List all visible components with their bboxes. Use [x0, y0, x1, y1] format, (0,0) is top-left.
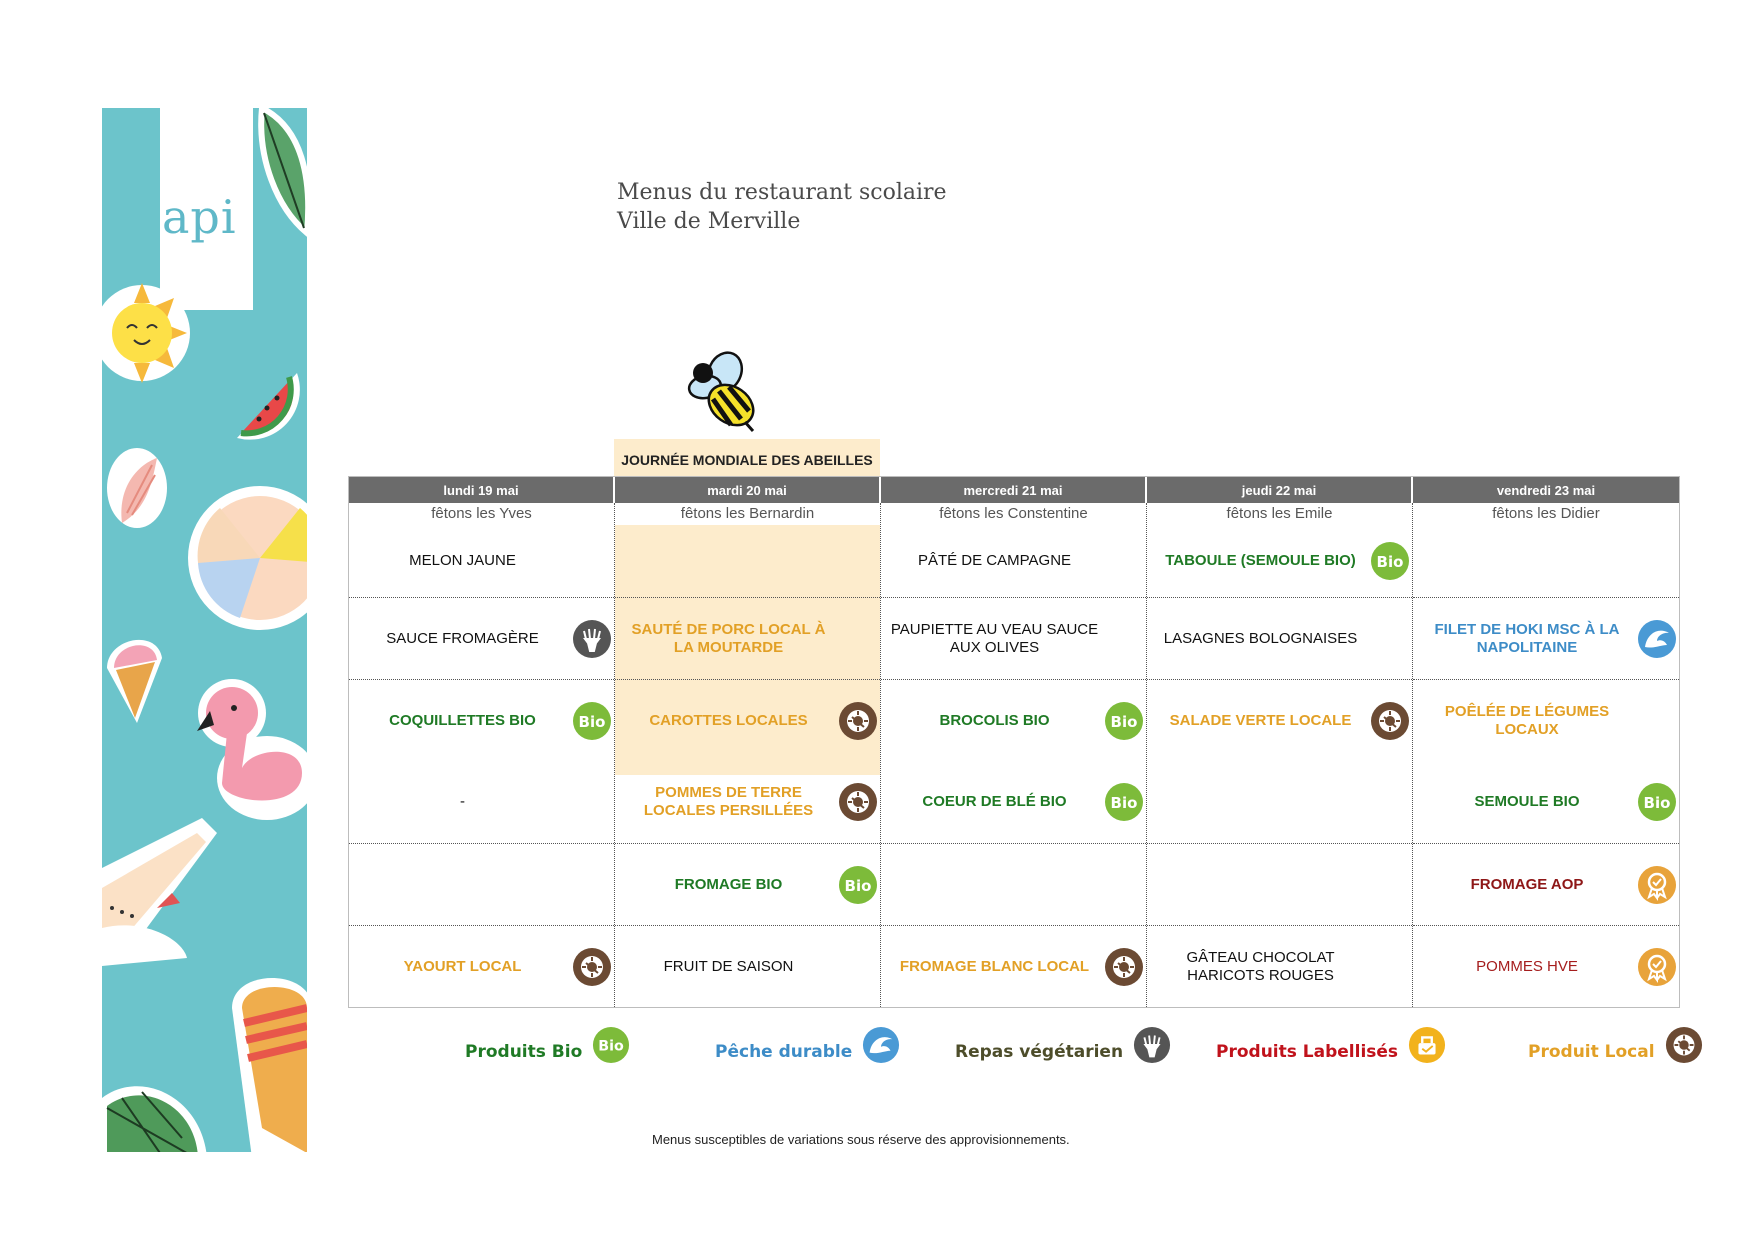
legend-labelled: [1216, 1030, 1446, 1074]
menu-item: TABOULE (SEMOULE BIO): [1165, 552, 1356, 569]
title-line-2: Ville de Merville: [617, 209, 801, 234]
menu-cell: [1147, 597, 1412, 679]
ice-cream-icon: [102, 618, 167, 728]
menu-cell: [349, 597, 614, 679]
day-column: [349, 503, 615, 1007]
menu-item: FROMAGE BIO: [674, 875, 783, 893]
local-product-icon: [838, 701, 878, 741]
menu-cell: [349, 679, 614, 761]
title-line-1: Menus du restaurant scolaire: [617, 180, 947, 205]
day-header: jeudi 22 mai: [1147, 477, 1413, 503]
svg-text:Bio: Bio: [1110, 712, 1138, 731]
saint-of-day: fêtons les Bernardin: [680, 505, 815, 522]
bio-icon: [572, 701, 612, 741]
menu-item: POÊLÉE DE LÉGUMES LOCAUX: [1444, 702, 1610, 738]
day-header: mardi 20 mai: [615, 477, 881, 503]
vegetarian-icon: [572, 619, 612, 659]
menu-cell: [881, 843, 1146, 925]
menu-cell: [349, 525, 614, 597]
svg-text:Bio: Bio: [1110, 794, 1138, 812]
menu-cell: [1413, 925, 1679, 1007]
menu-item: POMMES DE TERRE LOCALES PERSILLÉES: [643, 784, 814, 819]
menu-cell: [615, 761, 880, 843]
menu-cell: [1413, 761, 1679, 843]
menu-item: COQUILLETTES BIO: [389, 711, 536, 729]
vegetarian-icon: [1133, 1026, 1171, 1064]
label-rosette-icon: [1637, 947, 1677, 987]
menu-item: PAUPIETTE AU VEAU SAUCE AUX OLIVES: [890, 620, 1099, 656]
menu-cell: [1147, 843, 1412, 925]
local-product-icon: [1370, 701, 1410, 741]
palm-leaf-icon: [102, 1068, 212, 1152]
saint-of-day: fêtons les Yves: [431, 505, 532, 522]
labelled-product-icon: [1408, 1026, 1446, 1064]
menu-item: MELON JAUNE: [409, 552, 516, 569]
leaf-icon: [252, 108, 307, 238]
bio-icon: [1370, 541, 1410, 581]
menu-cell: [349, 843, 614, 925]
menu-cell: [1413, 843, 1679, 925]
day-column: [881, 503, 1147, 1007]
menu-cell: [881, 761, 1146, 843]
menu-cell: [615, 679, 880, 761]
svg-text:Bio: Bio: [1643, 794, 1671, 812]
legend-label: Produits Bio: [465, 1042, 583, 1062]
menu-cell: [349, 761, 614, 843]
day-header-row: [349, 477, 1679, 503]
day-header: vendredi 23 mai: [1496, 482, 1596, 498]
popsicle-icon: [212, 968, 307, 1152]
menu-item: FROMAGE AOP: [1470, 875, 1584, 893]
bio-icon: [1637, 782, 1677, 822]
bio-icon: [838, 865, 878, 905]
menu-cell: [1147, 761, 1412, 843]
legend-label: Pêche durable: [715, 1042, 853, 1062]
bee-icon: [683, 347, 773, 437]
local-product-icon: [1104, 947, 1144, 987]
menu-body: [349, 503, 1679, 1007]
legend-label: Repas végétarien: [955, 1042, 1124, 1062]
beach-ball-icon: [180, 483, 307, 633]
sustainable-fishing-icon: [862, 1026, 900, 1064]
menu-cell: [615, 925, 880, 1007]
legend-label: Produit Local: [1528, 1042, 1655, 1062]
svg-text:Bio: Bio: [1376, 553, 1404, 571]
menu-item: GÂTEAU CHOCOLAT HARICOTS ROUGES: [1186, 948, 1335, 984]
day-header: mercredi 21 mai: [881, 477, 1147, 503]
menu-item: SAUTÉ DE PORC LOCAL À LA MOUTARDE: [631, 620, 826, 656]
menu-cell: [1147, 525, 1412, 597]
menu-cell: [881, 679, 1146, 761]
menu-item: SAUCE FROMAGÈRE: [386, 629, 539, 647]
local-product-icon: [1665, 1026, 1703, 1064]
menu-item: YAOURT LOCAL: [403, 957, 522, 975]
seashell-icon: [102, 443, 172, 533]
legend-bio: [465, 1030, 630, 1074]
menu-cell: [1147, 925, 1412, 1007]
menu-cell: [349, 925, 614, 1007]
saint-of-day: fêtons les Constentine: [939, 505, 1088, 522]
watermelon-icon: [227, 353, 307, 443]
svg-text:Bio: Bio: [578, 712, 606, 731]
menu-cell: [881, 597, 1146, 679]
day-header: lundi 19 mai: [349, 477, 615, 503]
bio-icon: [1104, 701, 1144, 741]
airplane-icon: [102, 808, 222, 968]
day-column: [615, 503, 881, 1007]
svg-text:Bio: Bio: [844, 876, 872, 895]
menu-item: FROMAGE BLANC LOCAL: [899, 957, 1090, 975]
page-title: [617, 178, 947, 236]
menu-cell: [615, 597, 880, 679]
bio-icon: [1104, 782, 1144, 822]
event-banner: JOURNÉE MONDIALE DES ABEILLES: [614, 439, 880, 476]
menu-item: LASAGNES BOLOGNAISES: [1163, 629, 1358, 647]
menu-cell: [615, 525, 880, 597]
api-logo: api: [162, 190, 237, 244]
sun-icon: [102, 278, 202, 388]
saint-of-day: fêtons les Didier: [1492, 505, 1600, 522]
label-rosette-icon: [1637, 865, 1677, 905]
menu-item: FRUIT DE SAISON: [663, 957, 794, 975]
menu-item: POMMES HVE: [1476, 957, 1578, 975]
menu-item: BROCOLIS BIO: [939, 711, 1050, 729]
menu-item: SEMOULE BIO: [1474, 793, 1580, 810]
menu-item: SALADE VERTE LOCALE: [1169, 711, 1352, 729]
footnote: Menus susceptibles de variations sous réserve des approvisionnements.: [652, 1132, 1070, 1147]
local-product-icon: [572, 947, 612, 987]
menu-item: COEUR DE BLÉ BIO: [922, 793, 1067, 810]
day-column: [1413, 503, 1679, 1007]
day-column: [1147, 503, 1413, 1007]
menu-item: PÂTÉ DE CAMPAGNE: [917, 552, 1072, 569]
menu-cell: [881, 925, 1146, 1007]
menu-cell: [1147, 679, 1412, 761]
menu-item: -: [460, 793, 465, 810]
menu-cell: [615, 843, 880, 925]
flamingo-icon: [192, 673, 307, 823]
svg-text:Bio: Bio: [598, 1038, 625, 1055]
menu-item: FILET DE HOKI MSC À LA NAPOLITAINE: [1434, 620, 1620, 656]
menu-table: [348, 476, 1680, 1008]
menu-cell: [881, 525, 1146, 597]
sustainable-fishing-icon: [1637, 619, 1677, 659]
legend-label: Produits Labellisés: [1216, 1042, 1399, 1062]
menu-cell: [1413, 679, 1679, 761]
menu-cell: [1413, 597, 1679, 679]
decorative-strip: [102, 108, 307, 1152]
legend-fish: [715, 1030, 900, 1074]
menu-cell: [1413, 525, 1679, 597]
bio-icon: [592, 1026, 630, 1064]
saint-of-day: fêtons les Emile: [1226, 505, 1333, 522]
legend-vegetarian: [955, 1030, 1171, 1074]
local-product-icon: [838, 782, 878, 822]
legend-local: [1528, 1030, 1703, 1074]
menu-item: CAROTTES LOCALES: [649, 711, 808, 729]
